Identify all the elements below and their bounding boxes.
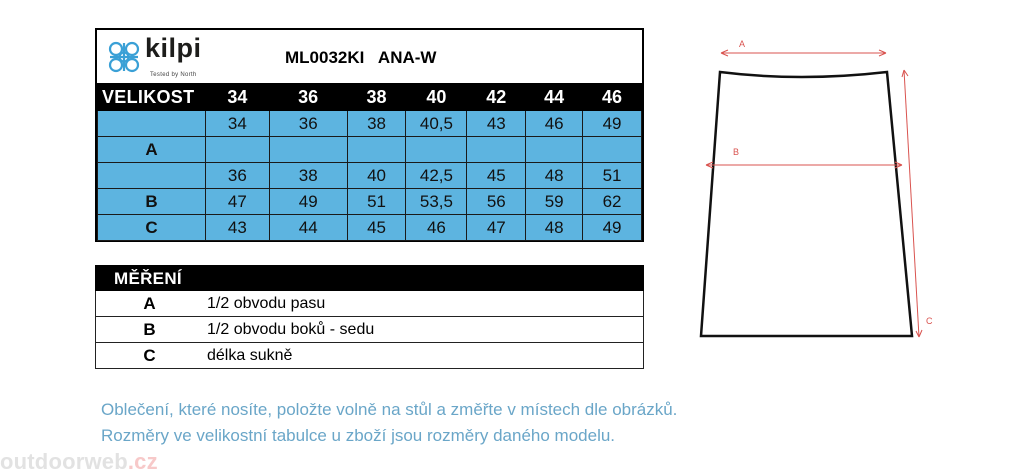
table-cell bbox=[583, 137, 642, 163]
size-header-cell: 42 bbox=[467, 84, 526, 111]
size-header-cell: 38 bbox=[347, 84, 406, 111]
size-header-cell: 40 bbox=[406, 84, 467, 111]
size-header-cell: 46 bbox=[583, 84, 642, 111]
size-grid bbox=[97, 83, 642, 241]
table-cell: 43 bbox=[467, 111, 526, 137]
row-label: C bbox=[98, 215, 206, 241]
table-cell: 47 bbox=[205, 189, 269, 215]
table-row bbox=[98, 137, 642, 163]
row-label bbox=[98, 163, 206, 189]
table-cell: 45 bbox=[467, 163, 526, 189]
table-cell: 34 bbox=[205, 111, 269, 137]
watermark-name: outdoorweb bbox=[0, 449, 128, 474]
table-cell: 43 bbox=[205, 215, 269, 241]
row-label bbox=[98, 111, 206, 137]
table-cell: 36 bbox=[269, 111, 347, 137]
logo-wordmark: kilpi bbox=[145, 33, 202, 63]
size-header-cell: 34 bbox=[205, 84, 269, 111]
measurement-legend bbox=[95, 265, 644, 370]
product-title bbox=[285, 48, 436, 68]
watermark bbox=[0, 449, 158, 475]
legend-key: A bbox=[143, 294, 156, 313]
table-cell: 51 bbox=[583, 163, 642, 189]
table-cell bbox=[269, 137, 347, 163]
watermark-tld: .cz bbox=[127, 449, 158, 474]
legend-title: MĚŘENÍ bbox=[95, 265, 644, 291]
table-cell: 59 bbox=[526, 189, 583, 215]
table-cell: 38 bbox=[347, 111, 406, 137]
table-cell: 40,5 bbox=[406, 111, 467, 137]
size-header-row bbox=[98, 84, 642, 111]
table-row bbox=[98, 163, 642, 189]
size-header-cell: 44 bbox=[526, 84, 583, 111]
table-cell: 49 bbox=[583, 215, 642, 241]
diagram-label-a: A bbox=[739, 39, 746, 49]
table-cell: 46 bbox=[406, 215, 467, 241]
table-cell bbox=[467, 137, 526, 163]
size-header-cell: 36 bbox=[269, 84, 347, 111]
model-note: Rozměry ve velikostní tabulce u zboží jsou rozměry daného modelu. bbox=[101, 426, 616, 445]
row-label: A bbox=[98, 137, 206, 163]
diagram-label-b: B bbox=[733, 147, 740, 157]
table-cell: 48 bbox=[526, 215, 583, 241]
table-cell: 53,5 bbox=[406, 189, 467, 215]
legend-description: délka sukně bbox=[207, 347, 293, 364]
table-row bbox=[98, 189, 642, 215]
product-name: ANA-W bbox=[377, 48, 437, 67]
table-cell bbox=[406, 137, 467, 163]
table-cell: 49 bbox=[583, 111, 642, 137]
size-header-label: VELIKOST bbox=[98, 84, 206, 111]
logo-tagline: Tested by North bbox=[150, 72, 197, 78]
table-cell: 46 bbox=[526, 111, 583, 137]
table-cell: 40 bbox=[347, 163, 406, 189]
table-cell: 56 bbox=[467, 189, 526, 215]
table-row bbox=[98, 111, 642, 137]
legend-row bbox=[95, 317, 644, 343]
table-cell: 36 bbox=[205, 163, 269, 189]
table-cell: 44 bbox=[269, 215, 347, 241]
table-cell: 38 bbox=[269, 163, 347, 189]
table-cell: 49 bbox=[269, 189, 347, 215]
table-cell: 62 bbox=[583, 189, 642, 215]
legend-key: B bbox=[143, 320, 156, 339]
table-cell: 45 bbox=[347, 215, 406, 241]
kilpi-logo bbox=[102, 35, 217, 79]
legend-description: 1/2 obvodu boků - sedu bbox=[207, 321, 375, 338]
table-cell: 51 bbox=[347, 189, 406, 215]
size-table bbox=[95, 28, 644, 242]
kilpi-knot-icon bbox=[102, 35, 146, 79]
legend-key: C bbox=[143, 346, 156, 365]
table-cell: 48 bbox=[526, 163, 583, 189]
table-cell: 42,5 bbox=[406, 163, 467, 189]
product-code: ML0032KI bbox=[285, 48, 365, 67]
skirt-diagram bbox=[690, 30, 950, 350]
table-row bbox=[98, 215, 642, 241]
legend-row bbox=[95, 343, 644, 369]
row-label: B bbox=[98, 189, 206, 215]
legend-description: 1/2 obvodu pasu bbox=[207, 295, 326, 312]
table-cell: 47 bbox=[467, 215, 526, 241]
arrow-a bbox=[721, 50, 886, 56]
size-table-header bbox=[97, 30, 642, 83]
table-cell bbox=[347, 137, 406, 163]
diagram-label-c: C bbox=[926, 316, 933, 326]
instruction-note: Oblečení, které nosíte, položte volně na stůl a změřte v místech dle obrázků. bbox=[101, 400, 678, 419]
table-cell bbox=[205, 137, 269, 163]
table-cell bbox=[526, 137, 583, 163]
legend-row bbox=[95, 291, 644, 317]
skirt-outline-icon bbox=[690, 30, 950, 350]
